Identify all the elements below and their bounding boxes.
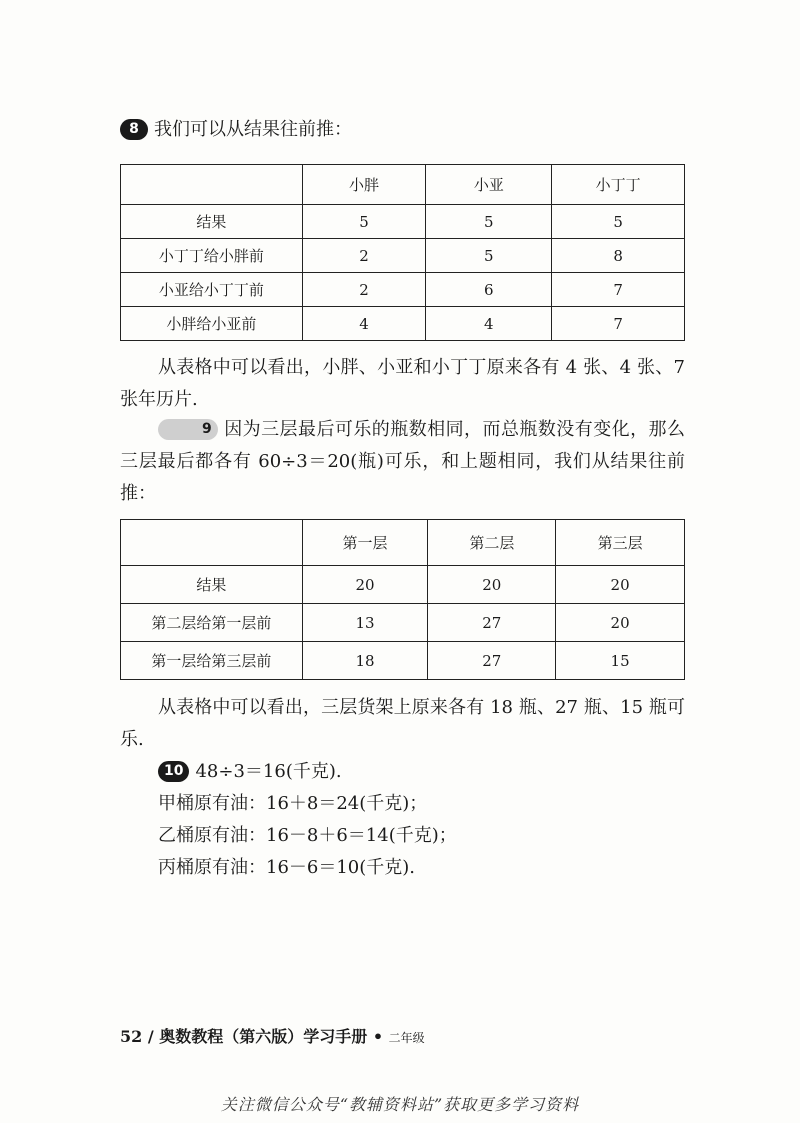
table-cell: 20: [302, 566, 428, 604]
problem-9-block: [120, 414, 685, 510]
problem-10-line-1-text: 48÷3＝16(千克).: [195, 761, 342, 782]
problem-9-table: [120, 519, 685, 680]
table-row: [121, 273, 685, 307]
table-cell: 6: [426, 273, 552, 307]
table-header-cell: 小胖: [302, 165, 426, 205]
table-row: [121, 566, 685, 604]
table-row-label: 结果: [121, 205, 303, 239]
table-cell: 5: [426, 239, 552, 273]
table-header-cell: [121, 165, 303, 205]
table-row-label: 小胖给小亚前: [121, 307, 303, 341]
problem-10-line-3: 乙桶原有油：16－8＋6＝14(千克)；: [158, 825, 457, 846]
problem-8-heading: [120, 118, 685, 142]
table-cell: 2: [302, 239, 426, 273]
problem-10-number-badge: 10: [158, 761, 189, 782]
table-cell: 20: [556, 566, 685, 604]
table-cell: 27: [428, 642, 556, 680]
problem-10-line-1: [158, 760, 342, 784]
problem-9-intro-paragraph: [120, 414, 685, 510]
footer-separator: /: [147, 1027, 154, 1046]
table-cell: 20: [556, 604, 685, 642]
page-number: 52: [120, 1027, 143, 1046]
problem-9-conclusion-block: [120, 692, 685, 756]
problem-9-intro: 因为三层最后可乐的瓶数相同，而总瓶数没有变化，那么三层最后都各有 60÷3＝20(瓶)可乐，和上题相同，我们从结果往前推：: [120, 419, 685, 504]
table-cell: 5: [302, 205, 426, 239]
table-header-row: [121, 520, 685, 566]
table-row: [121, 205, 685, 239]
table-header-cell: 小丁丁: [552, 165, 685, 205]
table-row-label: 第一层给第三层前: [121, 642, 303, 680]
page-footer: [120, 1024, 425, 1047]
table-cell: 13: [302, 604, 428, 642]
table-header-cell: 小亚: [426, 165, 552, 205]
problem-8-table: [120, 164, 685, 341]
problem-8-intro: 我们可以从结果往前推：: [154, 119, 352, 140]
watermark-text: 关注微信公众号“教辅资料站”获取更多学习资料: [220, 1095, 580, 1114]
table-row-label: 第二层给第一层前: [121, 604, 303, 642]
problem-9-number-badge: 9: [158, 419, 218, 440]
table-row: [121, 604, 685, 642]
book-title: 奥数教程（第六版）学习手册: [159, 1027, 368, 1046]
table-row-label: 结果: [121, 566, 303, 604]
table-cell: 5: [552, 205, 685, 239]
problem-10-line-4: 丙桶原有油：16－6＝10(千克).: [158, 857, 416, 878]
table-row: [121, 239, 685, 273]
problem-8-conclusion-block: [120, 352, 685, 416]
grade-label: 二年级: [388, 1031, 425, 1045]
table-cell: 7: [552, 307, 685, 341]
table-row: [121, 642, 685, 680]
table-cell: 4: [426, 307, 552, 341]
table-cell: 5: [426, 205, 552, 239]
problem-9-conclusion: 从表格中可以看出，三层货架上原来各有 18 瓶、27 瓶、15 瓶可乐.: [120, 697, 685, 750]
table-header-cell: 第三层: [556, 520, 685, 566]
table-cell: 20: [428, 566, 556, 604]
table-row: [121, 307, 685, 341]
table-cell: 2: [302, 273, 426, 307]
footer-dot: •: [372, 1027, 384, 1046]
table-cell: 4: [302, 307, 426, 341]
problem-8-number-badge: 8: [120, 119, 148, 140]
table-cell: 27: [428, 604, 556, 642]
problem-10-line-2: 甲桶原有油：16＋8＝24(千克)；: [158, 793, 428, 814]
table-header-row: [121, 165, 685, 205]
table-row-label: 小丁丁给小胖前: [121, 239, 303, 273]
table-cell: 15: [556, 642, 685, 680]
table-cell: 18: [302, 642, 428, 680]
table-row-label: 小亚给小丁丁前: [121, 273, 303, 307]
table-header-cell: 第一层: [302, 520, 428, 566]
problem-8-conclusion: 从表格中可以看出，小胖、小亚和小丁丁原来各有 4 张、4 张、7 张年历片.: [120, 357, 685, 410]
table-cell: 8: [552, 239, 685, 273]
table-header-cell: 第二层: [428, 520, 556, 566]
table-header-cell: [121, 520, 303, 566]
table-cell: 7: [552, 273, 685, 307]
